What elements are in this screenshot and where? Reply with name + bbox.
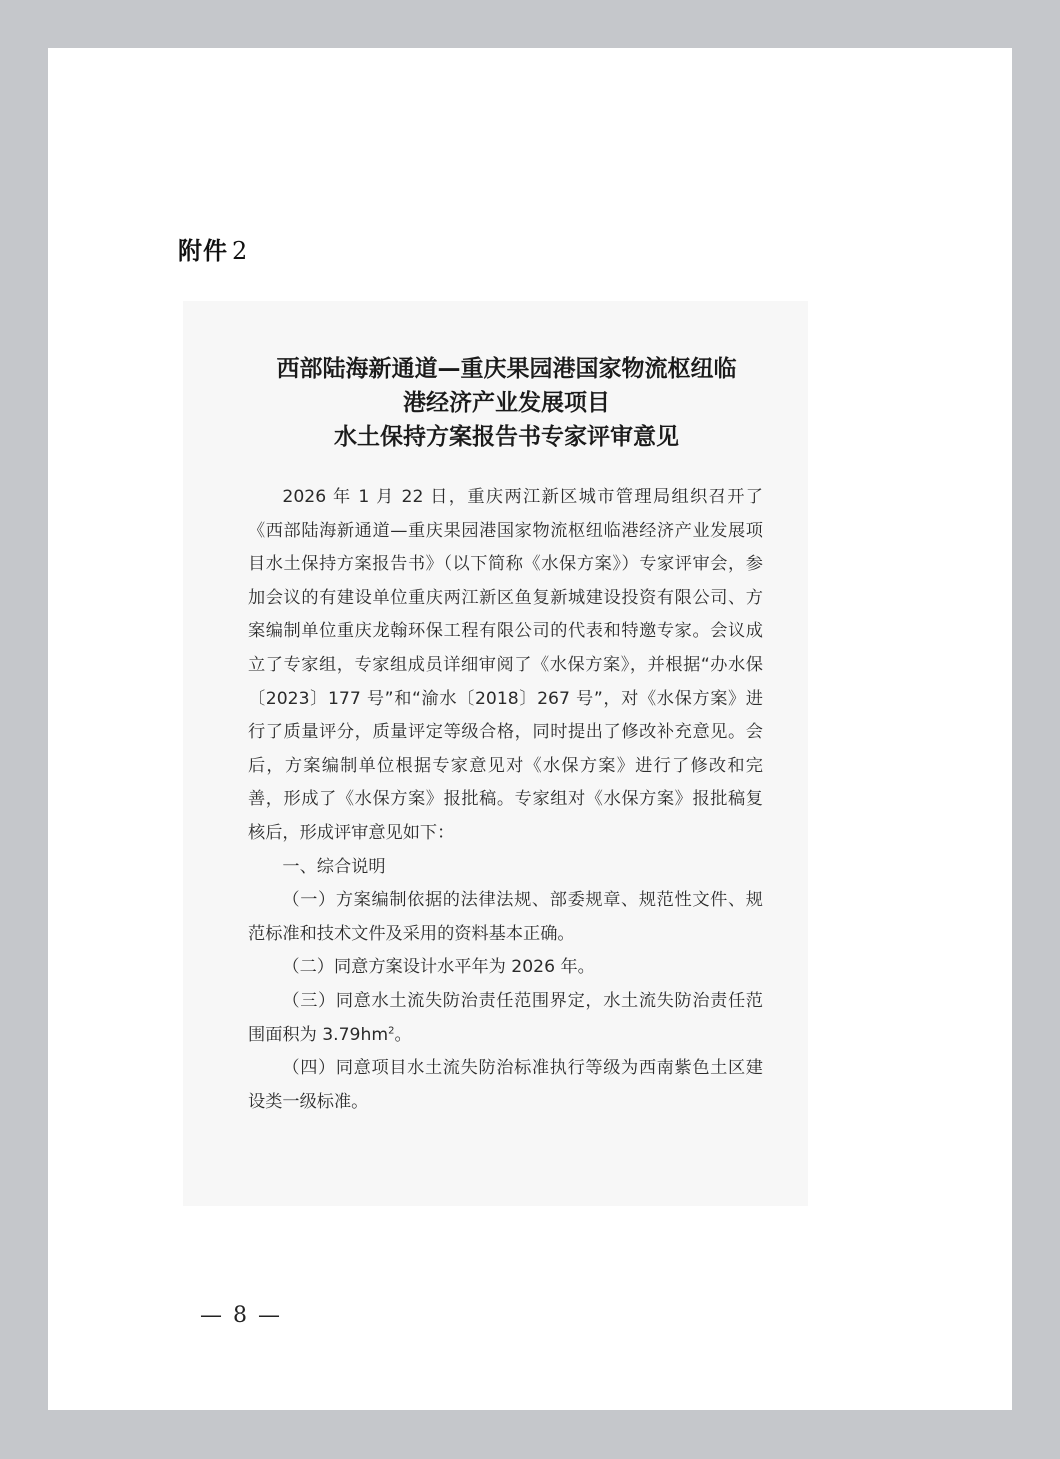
paragraph-item-4: （四）同意项目水土流失防治标准执行等级为西南紫色土区建设类一级标准。: [248, 1058, 763, 1112]
paragraph-item-3-text: （三）同意水土流失防治责任范围界定，水土流失防治责任范围面积为 3.79hm: [248, 990, 763, 1045]
title-line: 西部陆海新通道—重庆果园港国家物流枢纽临: [276, 356, 737, 382]
document-body: [248, 481, 763, 1119]
paragraph-item-2: （二）同意方案设计水平年为 2026 年。: [282, 957, 595, 978]
attachment-number: 2: [232, 237, 249, 265]
paragraph-item-1: （一）方案编制依据的法律法规、部委规章、规范性文件、规范标准和技术文件及采用的资料基本正确。: [248, 890, 763, 944]
document-page: [48, 48, 1012, 1410]
paragraph-intro: 2026 年 1 月 22 日，重庆两江新区城市管理局组织召开了《西部陆海新通道—重庆果园港国家物流枢纽临港经济产业发展项目水土保持方案报告书》（以下简称《水保方案》）专家评审会，参加会议的有建设单位重庆两江新区鱼复新城建设投资有限公司、方案编制单位重庆龙翰环保工程有限公司的代表和特邀专家。会议成立了专家组，专家组成员详细审阅了《水保方案》，并根据“办水保〔2023〕177 号”和“渝水〔2018〕267 号”，对《水保方案》进行了质量评分，质量评定等级合格，同时提出了修改补充意见。会后，方案编制单位根据专家意见对《水保方案》进行了修改和完善，形成了《水保方案》报批稿。专家组对《水保方案》报批稿复核后，形成评审意见如下：: [248, 487, 763, 843]
page-number: — 8 —: [200, 1303, 282, 1328]
paragraph-item-3-suffix: 。: [394, 1024, 412, 1045]
area-unit-superscript: 2: [388, 1024, 395, 1036]
document-title: [183, 352, 808, 454]
attachment-label: [178, 231, 248, 266]
section-heading: 一、综合说明: [282, 856, 386, 877]
title-line: 港经济产业发展项目: [403, 390, 610, 416]
paragraph-item-3: [248, 985, 763, 1052]
attachment-label-text: 附件: [178, 237, 228, 265]
title-line: 水土保持方案报告书专家评审意见: [334, 424, 679, 450]
scanned-document: [183, 301, 808, 1206]
